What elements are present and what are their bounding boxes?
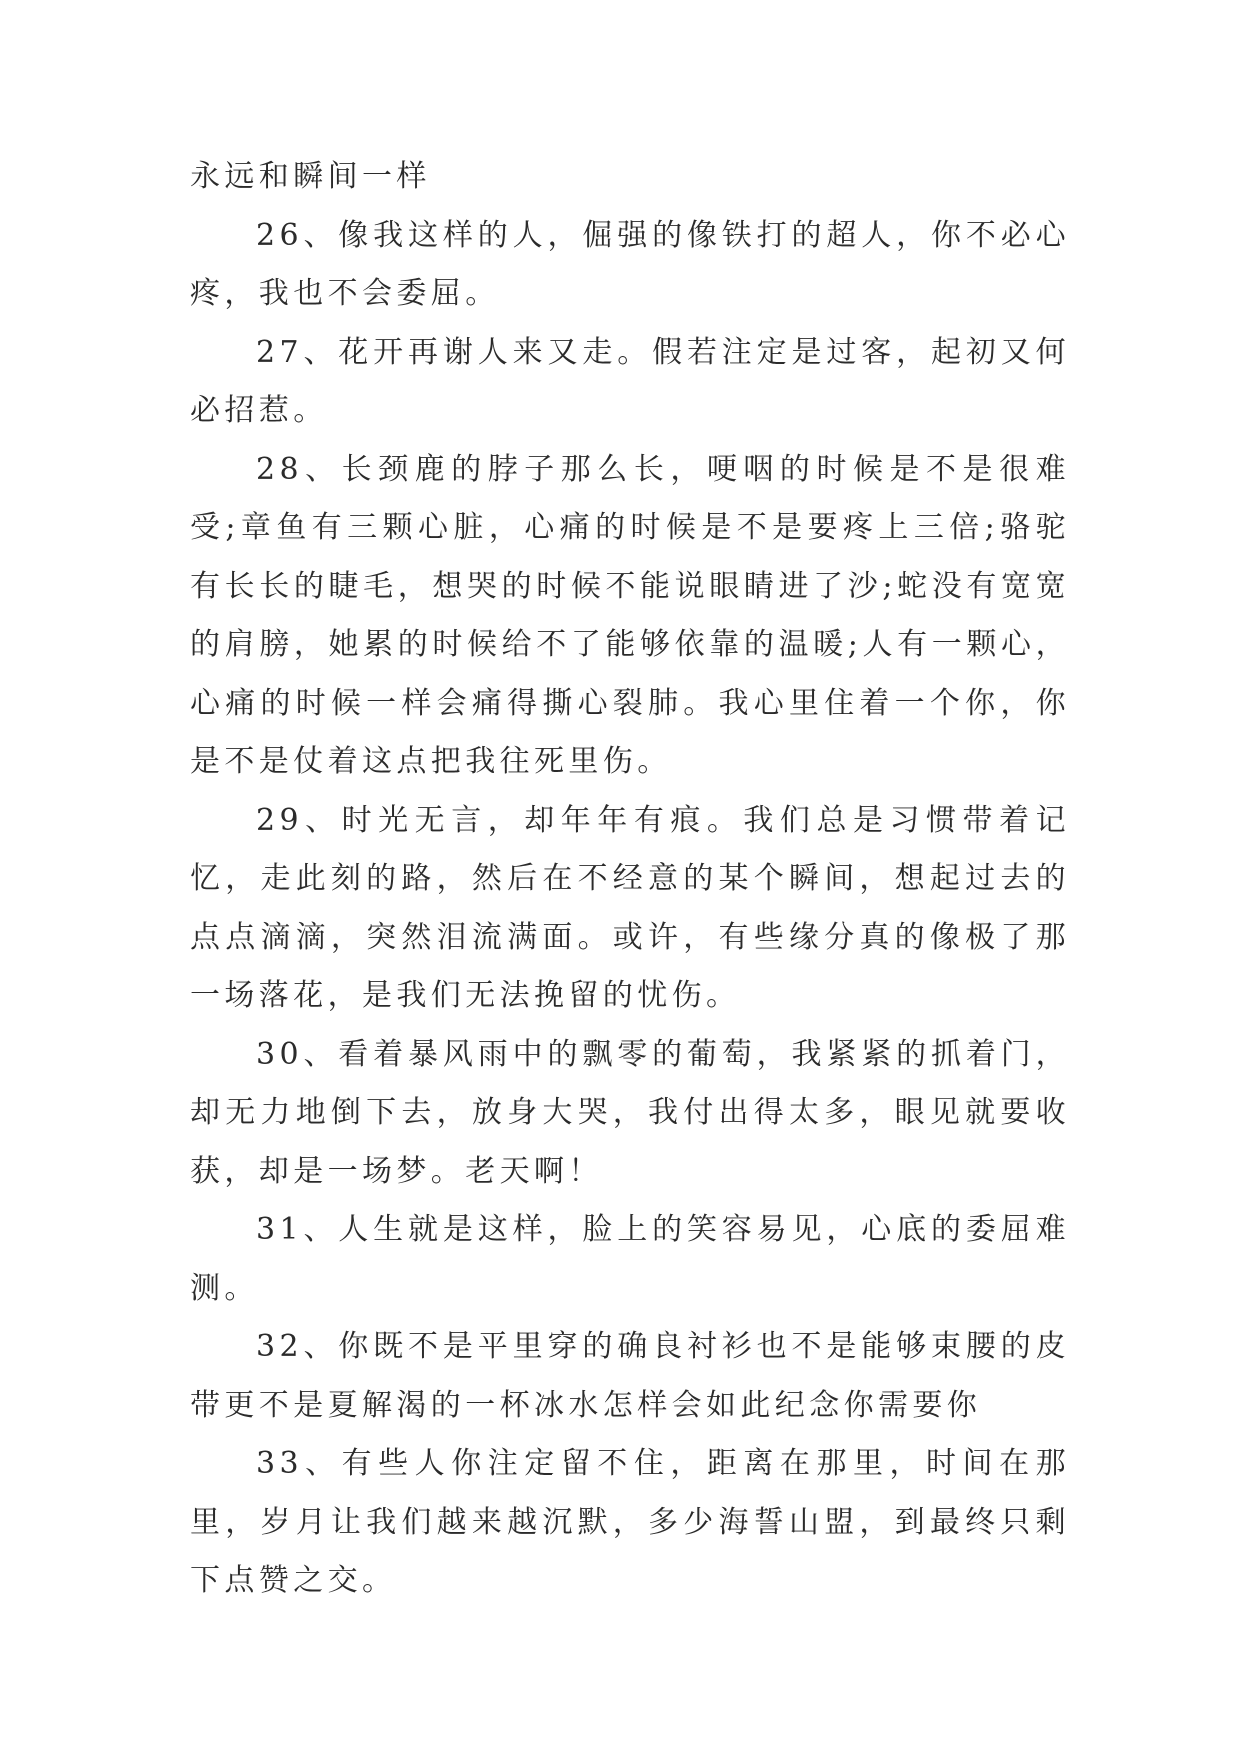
paragraph-continuation: 永远和瞬间一样 — [190, 159, 431, 194]
paragraph-27: 27、花开再谢人来又走。假若注定是过客，起初又何必招惹。 — [190, 334, 1070, 428]
paragraph-29: 29、时光无言，却年年有痕。我们总是习惯带着记忆，走此刻的路，然后在不经意的某个瞬间，想起过去的点点滴滴，突然泪流满面。或许，有些缘分真的像极了那一场落花，是我们无法挽留的忧伤。 — [190, 802, 1070, 1013]
document-page — [190, 148, 1070, 1611]
paragraph-28: 28、长颈鹿的脖子那么长，哽咽的时候是不是很难受;章鱼有三颗心脏，心痛的时候是不是要疼上三倍;骆驼有长长的睫毛，想哭的时候不能说眼睛进了沙;蛇没有宽宽的肩膀，她累的时候给不了能够依靠的温暖;人有一颗心，心痛的时候一样会痛得撕心裂肺。我心里住着一个你，你是不是仗着这点把我往死里伤。 — [190, 451, 1070, 779]
paragraph-33: 33、有些人你注定留不住，距离在那里，时间在那里，岁月让我们越来越沉默，多少海誓山盟，到最终只剩下点赞之交。 — [190, 1446, 1070, 1598]
paragraph-26: 26、像我这样的人，倔强的像铁打的超人，你不必心疼，我也不会委屈。 — [190, 217, 1070, 311]
paragraph-31: 31、人生就是这样，脸上的笑容易见，心底的委屈难测。 — [190, 1212, 1070, 1306]
paragraph-30: 30、看着暴风雨中的飘零的葡萄，我紧紧的抓着门，却无力地倒下去，放身大哭，我付出得太多，眼见就要收获，却是一场梦。老天啊！ — [190, 1036, 1070, 1189]
paragraph-32: 32、你既不是平里穿的确良衬衫也不是能够束腰的皮带更不是夏解渴的一杯冰水怎样会如此纪念你需要你 — [190, 1329, 1070, 1423]
